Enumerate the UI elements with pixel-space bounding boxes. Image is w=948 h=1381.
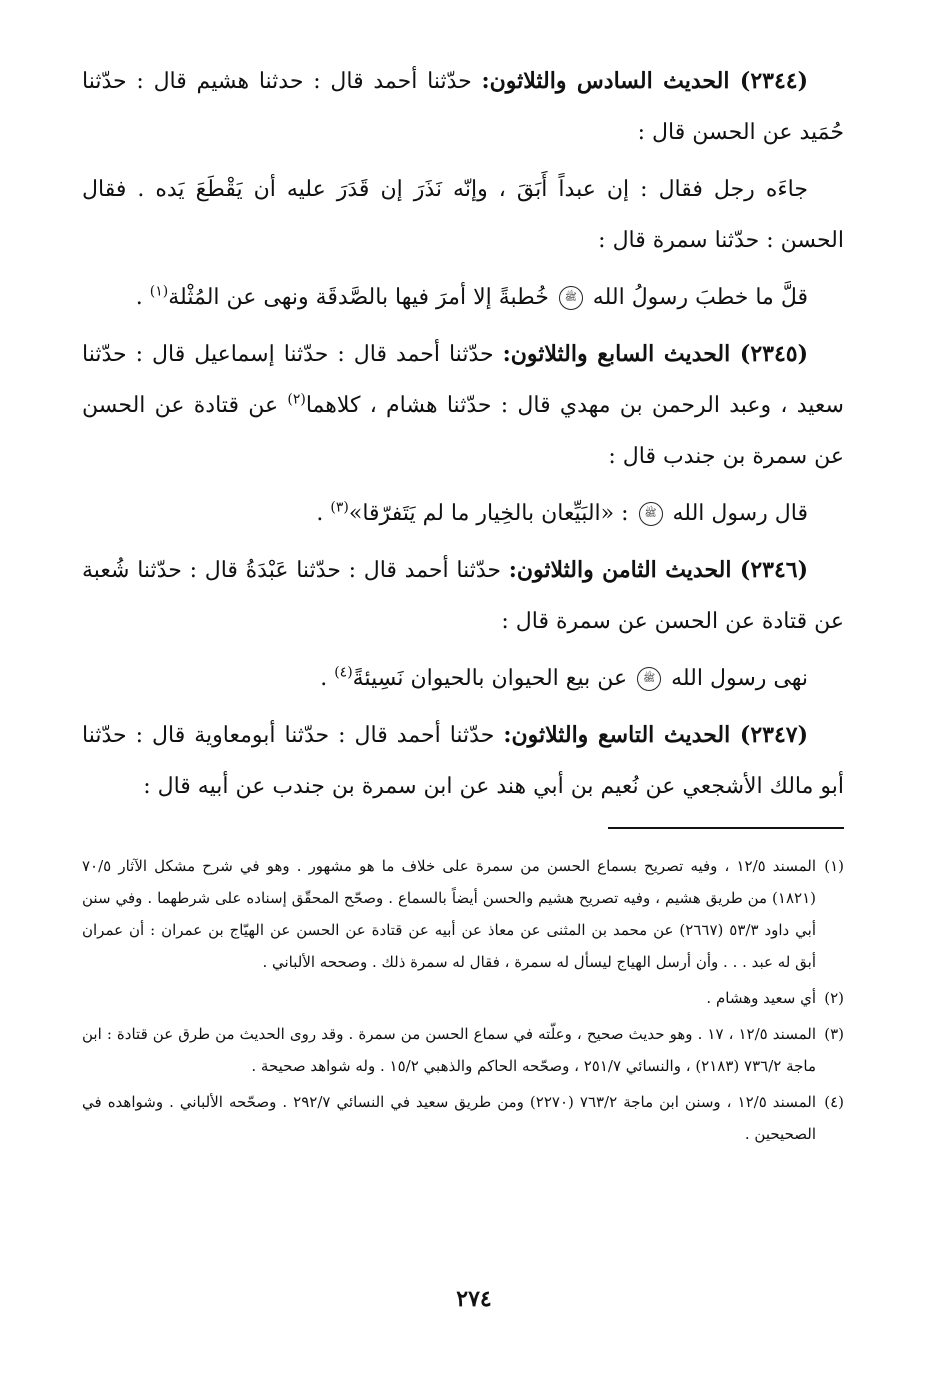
footnote-ref-1: (١) [149,283,169,300]
hadith-2346-text-a: نهى رسول الله [664,666,808,691]
salallahu-alayhi-wasallam-icon: ﷺ [637,667,661,691]
footnote-ref-4: (٤) [334,664,353,681]
hadith-2344-header: (٢٣٤٤) الحديث السادس والثلاثون: [481,68,808,94]
hadith-2344-isnad-text: حدّثنا أحمد قال : حدثنا هشيم قال : حدّثنا حُمَيد عن الحسن قال : [82,69,844,145]
hadith-2344-text-b: خُطبةً إلا أمرَ فيها بالصَّدقَة ونهى عن المُثْلة [168,285,556,310]
hadith-2347-isnad-text: حدّثنا أحمد قال : حدّثنا أبومعاوية قال : حدّثنا أبو مالك الأشجعي عن نُعيم بن أبي هند عن ابن سمرة بن جندب عن أبيه قال : [82,723,844,799]
footnote-number: (١) [824,857,844,875]
hadith-2346-header: (٢٣٤٦) الحديث الثامن والثلاثون: [508,557,808,583]
footnote-4 [82,1086,844,1150]
hadith-2344-context: جاءَه رجل فقال : إن عبداً أَبَقَ ، وإنّه نَذَرَ إن قَدَرَ عليه أن يَقْطَعَ يَده . فقال الحسن : حدّثنا سمرة قال : [82,177,844,253]
hadith-2345-header: (٢٣٤٥) الحديث السابع والثلاثون: [502,341,808,367]
salallahu-alayhi-wasallam-icon: ﷺ [639,502,663,526]
hadith-2344-text [82,272,844,323]
footnote-ref-3: (٣) [330,499,349,516]
hadith-2346-text-b: عن بيع الحيوان بالحيوان نَسِيئةً [352,666,635,691]
footnote-number: (٣) [824,1025,844,1043]
hadith-2345-text-a: قال رسول الله [665,501,808,526]
hadith-2345-isnad [82,329,844,482]
page-number: ٢٧٤ [456,1286,492,1312]
hadith-2345-text [82,488,844,539]
hadith-2346-text [82,653,844,704]
footnotes [82,850,844,1154]
footnote-text: المسند ١٢/٥ ، وفيه تصريح بسماع الحسن من سمرة على خلاف ما هو مشهور . وهو في شرح مشكل الآثار ٧٠/٥ (١٨٢١) من طريق هشيم ، وفيه تصريح هشيم والحسن أيضاً بالسماع . وصحّح المحقّق إسناده على شرطهما . وفي سنن أبي داود ٥٣/٣ (٢٦٦٧) عن محمد بن المثنى عن معاذ عن أبيه عن قتادة عن الحسن عن الهيّاج بن عمران : أن عمران أبق له عبد . . . وأن أرسل الهياج ليسأل له سمرة ، فقال له سمرة ذلك . وصححه الألباني . [82,857,816,971]
footnote-ref-2: (٢) [287,391,306,408]
footnote-text: المسند ١٢/٥ ، وسنن ابن ماجة ٧٦٣/٢ (٢٢٧٠) ومن طريق سعيد في النسائي ٢٩٢/٧ . وصحّحه الألباني . وشواهده في الصحيحين . [82,1093,816,1143]
hadith-2345-isnad-a: حدّثنا أحمد قال : حدّثنا إسماعيل قال : حدّثنا سعيد ، وعبد الرحمن بن مهدي قال : حدّثنا هشام ، كلاهما [82,342,844,418]
footnote-number: (٢) [824,989,844,1007]
hadith-2346-isnad [82,545,844,647]
footnote-text: أي سعيد وهشام . [706,989,816,1007]
hadith-2344-text-a: قلَّ ما خطبَ رسولُ الله [585,285,808,310]
footnote-1 [82,850,844,978]
footnote-divider [608,827,844,829]
footnote-text: المسند ١٢/٥ ، ١٧ . وهو حديث صحيح ، وعلّته في سماع الحسن من سمرة . وقد روى الحديث من طرق عن قتادة : ابن ماجة ٧٣٦/٢ (٢١٨٣) ، والنسائي ٢٥١/٧ ، وصحّحه الحاكم والذهبي ١٥/٢ . وله شواهد صحيحة . [82,1025,816,1075]
hadith-2347-isnad [82,710,844,812]
hadith-2345-text-end: . [316,501,331,526]
footnote-3 [82,1018,844,1082]
footnote-number: (٤) [824,1093,844,1111]
hadith-2346-isnad-text: حدّثنا أحمد قال : حدّثنا عَبْدَةُ قال : حدّثنا شُعبة عن قتادة عن الحسن عن سمرة قال : [82,558,844,634]
footnote-2 [82,982,844,1014]
main-text [82,56,844,818]
hadith-2345-isnad-b: عن قتادة عن الحسن عن سمرة بن جندب قال : [82,393,844,469]
hadith-2346-text-end: . [320,666,335,691]
salallahu-alayhi-wasallam-icon: ﷺ [559,286,583,310]
hadith-2345-text-b: : «البَيِّعان بالخِيار ما لم يَتَفرّقا» [348,501,636,526]
hadith-2344-text-end: . [135,285,150,310]
hadith-2347-header: (٢٣٤٧) الحديث التاسع والثلاثون: [503,722,808,748]
hadith-2344-isnad [82,56,844,158]
